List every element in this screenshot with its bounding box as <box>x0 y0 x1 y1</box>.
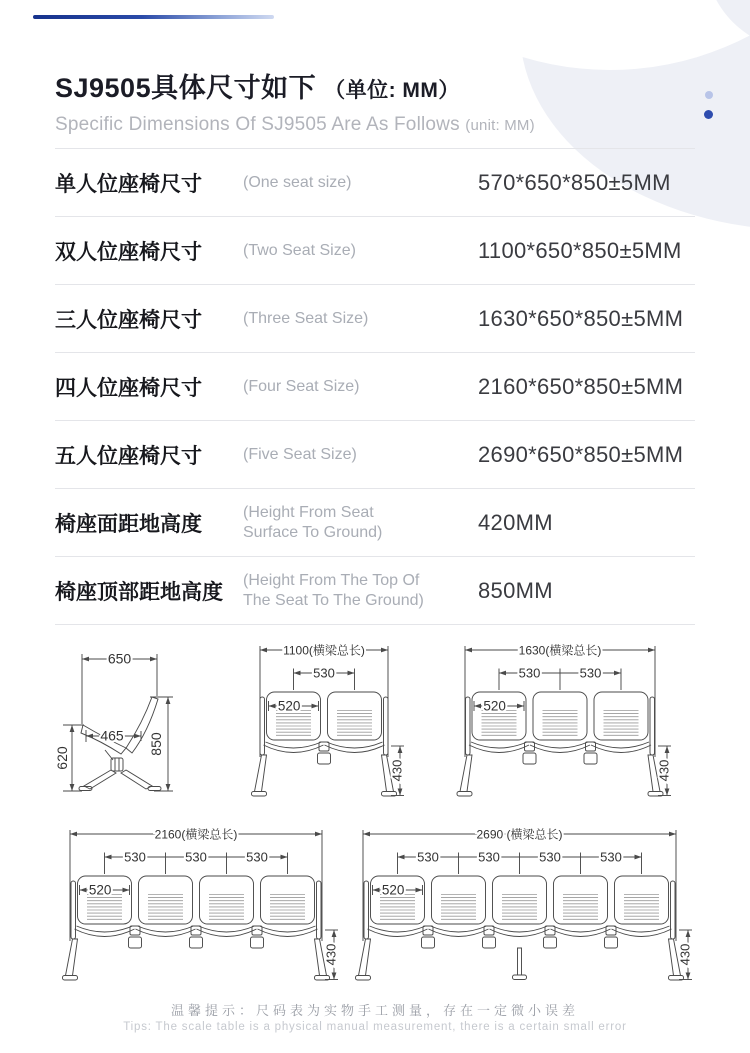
row-label-en: (Five Seat Size) <box>243 445 357 463</box>
leg <box>66 939 78 976</box>
seat-pitch-label: 530 <box>600 849 622 865</box>
three-seat-front-drawing <box>459 640 681 810</box>
seat-pitch-label: 530 <box>313 665 335 681</box>
spec-table <box>55 148 695 625</box>
seat-backrest <box>432 876 486 924</box>
row-label-zh: 五人位座椅尺寸 <box>55 444 202 468</box>
decor-dot-light <box>705 91 713 99</box>
seat-pitch-label: 530 <box>246 849 268 865</box>
row-label-en: (Height From Seat Surface To Ground) <box>243 503 383 541</box>
armrest <box>650 697 655 755</box>
seat-pitch-label: 530 <box>417 849 439 865</box>
row-label-en: (Three Seat Size) <box>243 309 369 327</box>
seat-backrest <box>533 692 587 740</box>
row-label-zh: 椅座顶部距地高度 <box>55 580 223 604</box>
row-value: 570*650*850±5MM <box>478 169 671 195</box>
table-row <box>55 353 695 421</box>
seat-width-label: 520 <box>88 882 112 898</box>
seat-depth-top-label: 650 <box>107 650 132 667</box>
page-title-unit: （单位: MM） <box>324 79 460 102</box>
seat-pitch-label: 530 <box>185 849 207 865</box>
seat-cushion <box>532 742 588 748</box>
row-value: 2690*650*850±5MM <box>478 441 684 467</box>
seat-height-label: 430 <box>389 759 405 782</box>
armrest <box>71 881 76 939</box>
row-label-zh: 单人位座椅尺寸 <box>55 172 202 196</box>
row-label-en: (Two Seat Size) <box>243 241 356 259</box>
seat-width-label: 520 <box>483 698 506 714</box>
row-value: 1630*650*850±5MM <box>478 305 684 331</box>
table-row <box>55 489 695 557</box>
center-leg <box>518 948 522 975</box>
seat-cushion <box>431 926 487 932</box>
seat-cushion <box>327 742 383 748</box>
row-label-en: (Four Seat Size) <box>243 377 360 395</box>
seat-width-label: 520 <box>277 698 301 714</box>
row-label-en: (Height From The Top Of The Seat To The Ground) <box>243 571 424 609</box>
row-label-zh: 三人位座椅尺寸 <box>55 308 202 332</box>
seat-cushion <box>138 926 194 932</box>
leg <box>460 755 472 792</box>
header <box>55 66 700 136</box>
page-subtitle <box>55 114 700 136</box>
armrest <box>364 881 369 939</box>
table-row <box>55 149 695 217</box>
seat-height-label: 430 <box>323 943 339 966</box>
seat-pan-depth-label: 465 <box>100 727 124 744</box>
row-value: 420MM <box>478 509 553 535</box>
armrest <box>384 697 389 755</box>
row-value: 1100*650*850±5MM <box>478 237 682 263</box>
armrest <box>466 697 471 755</box>
seat-backrest <box>328 692 382 740</box>
seat-cushion <box>492 926 548 932</box>
row-label-zh: 四人位座椅尺寸 <box>55 376 202 400</box>
decor-dot-dark <box>704 110 713 119</box>
seat-front-height-label: 620 <box>54 746 70 770</box>
seat-pitch-label: 530 <box>124 849 146 865</box>
page-subtitle-text: Specific Dimensions Of SJ9505 Are As Follows <box>55 114 460 135</box>
seat-cushion <box>199 926 255 932</box>
single-seat-side-drawing <box>55 640 210 810</box>
beam-length-label: 1630(横梁总长) <box>518 643 602 658</box>
five-seat-front-drawing <box>357 824 702 994</box>
top-accent-line <box>33 15 274 19</box>
seat-cushion <box>614 926 670 932</box>
table-row <box>55 217 695 285</box>
seat-height-label: 430 <box>677 943 693 966</box>
seat-pitch-label: 530 <box>518 665 541 681</box>
seat-cushion <box>266 742 322 748</box>
armrest <box>671 881 676 939</box>
seat-cushion <box>260 926 316 932</box>
seat-backrest <box>200 876 254 924</box>
seat-backrest <box>594 692 648 740</box>
page-title-text: SJ9505具体尺寸如下 <box>55 73 317 103</box>
beam-length-label: 2690 (横梁总长) <box>476 827 563 842</box>
armrest <box>260 697 265 755</box>
tip-text-zh: 温馨提示：尺码表为实物手工测量，存在一定微小误差 <box>170 1003 579 1018</box>
seat-cushion <box>370 926 426 932</box>
table-row <box>55 557 695 625</box>
beam-length-label: 1100(横梁总长) <box>283 643 365 658</box>
seat-pitch-label: 530 <box>478 849 500 865</box>
leg <box>255 755 267 792</box>
table-row <box>55 421 695 489</box>
seat-backrest <box>261 876 315 924</box>
seat-cushion <box>77 926 133 932</box>
seat-cushion <box>471 742 527 748</box>
row-value: 2160*650*850±5MM <box>478 373 684 399</box>
seat-cushion <box>553 926 609 932</box>
page-subtitle-unit: (unit: MM) <box>465 117 535 134</box>
seat-width-label: 520 <box>381 882 405 898</box>
overall-height-label: 850 <box>148 732 164 756</box>
tip-text-en: Tips: The scale table is a physical manual measurement, there is a certain small error <box>123 1021 627 1033</box>
row-label-zh: 双人位座椅尺寸 <box>55 240 202 264</box>
seat-cushion <box>593 742 649 748</box>
seat-backrest <box>554 876 608 924</box>
seat-height-label: 430 <box>656 759 672 782</box>
seat-pitch-label: 530 <box>539 849 561 865</box>
table-row <box>55 285 695 353</box>
page-title <box>55 66 700 105</box>
seat-backrest <box>615 876 669 924</box>
row-label-en: (One seat size) <box>243 173 352 191</box>
four-seat-front-drawing <box>64 824 348 994</box>
seat-backrest <box>139 876 193 924</box>
row-label-zh: 椅座面距地高度 <box>55 512 202 536</box>
seat-backrest <box>493 876 547 924</box>
beam-length-label: 2160(横梁总长) <box>154 827 238 842</box>
armrest <box>317 881 322 939</box>
row-value: 850MM <box>478 577 553 603</box>
leg <box>359 939 371 976</box>
two-seat-front-drawing <box>254 640 414 810</box>
seat-pitch-label: 530 <box>579 665 602 681</box>
